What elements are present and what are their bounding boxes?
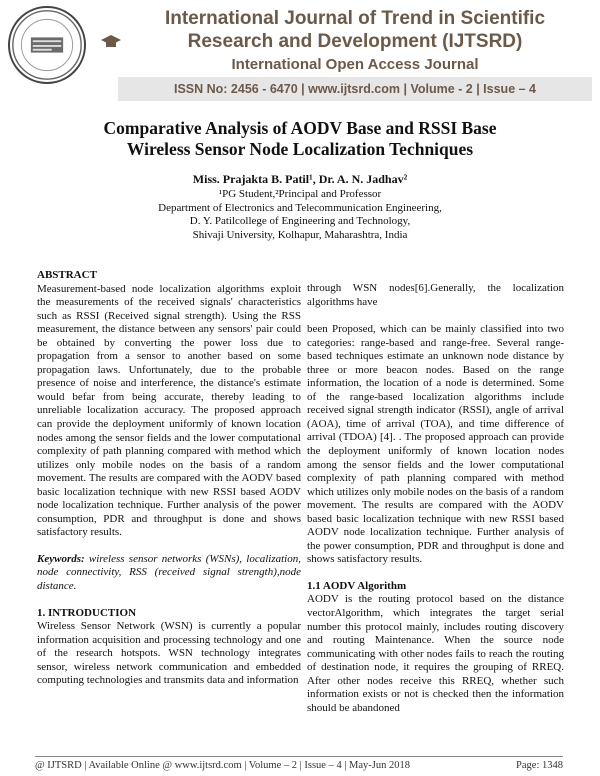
graduation-cap-icon — [100, 34, 122, 50]
affiliation-line1: ¹PG Student,²Principal and Professor — [218, 188, 382, 200]
affiliation-line3: D. Y. Patilcollege of Engineering and Technology, — [189, 215, 411, 227]
paper-title-line1: Comparative Analysis of AODV Base and RSSI Base — [103, 118, 497, 138]
keywords-text: wireless sensor networks (WSNs), localization, node connectivity, RSS (received signal strength),node distance. — [37, 552, 301, 593]
journal-logo-icon — [8, 6, 86, 84]
journal-subtitle: International Open Access Journal — [231, 56, 479, 73]
keywords-label: Keywords: — [37, 552, 85, 565]
footer-divider — [35, 756, 563, 757]
abstract-heading: ABSTRACT — [37, 269, 97, 281]
paper-title-line2: Wireless Sensor Node Localization Techniques — [126, 139, 474, 159]
footer-left: @ IJTSRD | Available Online @ www.ijtsrd.com | Volume – 2 | Issue – 4 | May-Jun 2018 — [35, 760, 411, 771]
page-footer — [35, 760, 563, 771]
paper-title — [0, 118, 600, 160]
aodv-heading: 1.1 AODV Algorithm — [307, 579, 407, 592]
page-number: Page: 1348 — [516, 760, 563, 771]
right-para1: through WSN nodes[6].Generally, the localization algorithms have — [307, 282, 564, 308]
right-column — [307, 282, 564, 715]
intro-text: Wireless Sensor Network (WSN) is currently a popular information acquisition and processing technology and one of the research hotspots. WSN technology integrates sensor, wireless network communication and embedded computing technologies and transmits data and information — [37, 620, 301, 687]
aodv-text: AODV is the routing protocol based on the distance vectorAlgorithm, which integrates the target serial number this protocol mainly, includes routing discovery and routing Maintenance. When the source node communicating with other nodes fails to reach the routing of destination node, it requires the grouping of RREQ. After other nodes receive this RREQ, whether such information exists or not is checked then the information should be abandoned — [307, 593, 564, 714]
affiliation-line4: Shivaji University, Kolhapur, Maharashtra, India — [192, 228, 408, 241]
right-para2: been Proposed, which can be mainly classified into two categories: range-based and range-free. Several range-based techniques estimate an unknown node distance by three or more beacon nodes. Based on the range information, the location of a node is determined. Some of the range-based localization algorithms include received signal strength indicator (RSSI), angle of arrival (AOA), time of arrival (TOA), and time difference of arrival (TDOA) [4]. . The proposed approach can provide the deployment uniformly of known location nodes among the sensor fields and the lower computational complexity of path planning compared with method which utilizes only mobile nodes on the basis of a random movement. The results are compared with the AODV based basic localization technique with new RSSI based AODV node localization technique. Further analysis of the power consumption, PDR and throughput is done and shows satisfactory results. — [307, 323, 564, 566]
affiliation-line2: Department of Electronics and Telecommunication Engineering, — [158, 201, 442, 214]
journal-title-line2: Research and Development (IJTSRD) — [187, 31, 523, 52]
issn-bar: ISSN No: 2456 - 6470 | www.ijtsrd.com | Volume - 2 | Issue – 4 — [118, 77, 592, 101]
journal-title-line1: International Journal of Trend in Scientific — [164, 8, 546, 29]
journal-header — [0, 0, 600, 100]
paper-authors: Miss. Prajakta B. Patil¹, Dr. A. N. Jadhav² — [192, 172, 408, 186]
keywords — [37, 553, 301, 594]
left-column — [37, 269, 301, 688]
intro-heading: 1. INTRODUCTION — [37, 606, 137, 619]
abstract-text: Measurement-based node localization algorithms exploit the measurements of the received signals' characteristics such as RSSI (Received signal strength). Using the RSS measurement, the distance between any sensors' pair could be obtained by converting the power loss due to propagation from a sensor to another based on some propagation laws. Unfortunately, due to the probable presence of noise and interference, the distance's estimate would befar from being accurate, thereby leading to unreliable localization accuracy. The proposed approach can provide the deployment uniformly of known location nodes among the sensor fields and the lower computational complexity of path planning compared with method which utilizes only mobile nodes on the basis of a random movement. The results are compared with the AODV based basic localization technique with new RSSI based AODV node localization technique. Further analysis of the power consumption, PDR and throughput is done and shows satisfactory results. — [37, 282, 301, 539]
author-affiliation — [0, 188, 600, 242]
